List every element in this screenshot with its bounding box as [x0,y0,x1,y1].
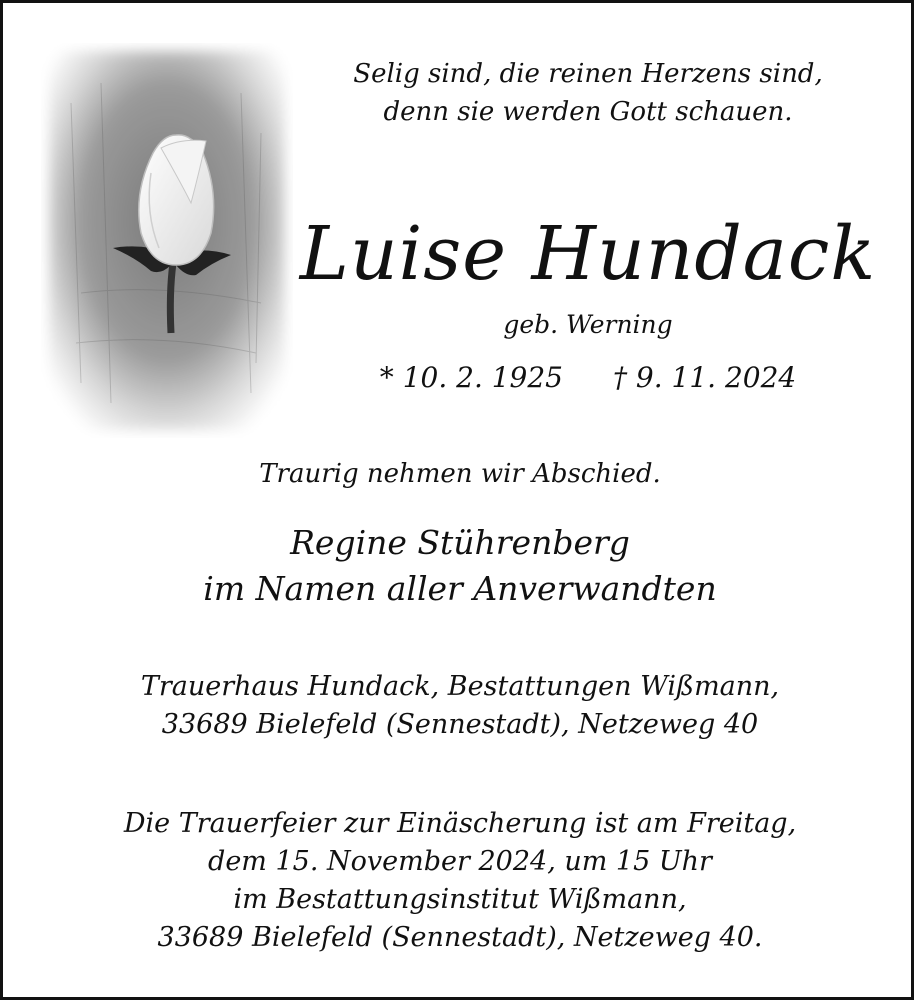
family-signature [3,520,914,612]
family-line-1: Regine Stührenberg [290,523,630,562]
funeral-home-line-1: Trauerhaus Hundack, Bestattungen Wißmann, [140,671,780,702]
life-dates [293,358,883,398]
verse-line-2: denn sie werden Gott schauen. [383,97,793,127]
service-line-4: 33689 Bielefeld (Sennestadt), Netzeweg 40. [157,922,763,953]
bible-verse [303,55,873,131]
service-line-1: Die Trauerfeier zur Einäscherung ist am Freitag, [123,808,797,839]
funeral-home-address [3,668,914,744]
white-rose-image [41,43,293,438]
birth-name: geb. Werning [503,310,673,339]
family-line-2: im Namen aller Anverwandten [203,569,717,608]
deceased-name: Luise Hundack [299,211,877,297]
funeral-home-line-2: 33689 Bielefeld (Sennestadt), Netzeweg 40 [161,709,759,740]
verse-line-1: Selig sind, die reinen Herzens sind, [353,59,823,89]
mourning-text: Traurig nehmen wir Abschied. [259,459,661,489]
birth-date: * 10. 2. 1925 [379,361,563,394]
service-line-2: dem 15. November 2024, um 15 Uhr [208,846,712,877]
death-date: † 9. 11. 2024 [613,361,797,394]
service-details [3,805,914,957]
service-line-3: im Bestattungsinstitut Wißmann, [233,884,687,915]
